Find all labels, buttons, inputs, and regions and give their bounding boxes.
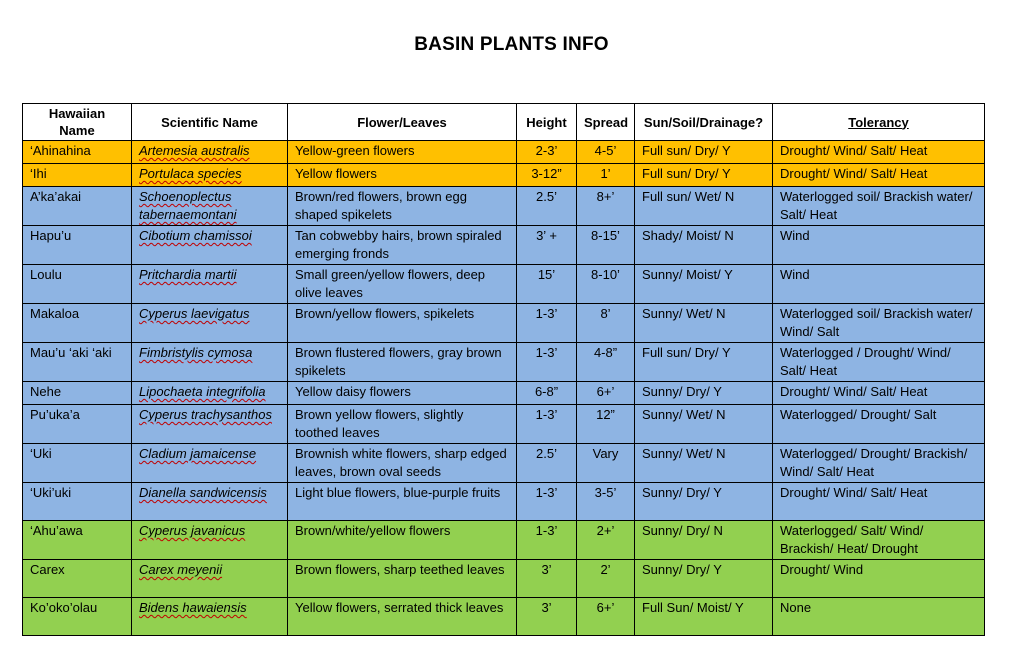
cell-spread: 12” [577, 405, 635, 444]
cell-height: 1-3’ [517, 343, 577, 382]
cell-sun-soil-drainage: Sunny/ Dry/ N [635, 521, 773, 560]
cell-sun-soil-drainage: Sunny/ Wet/ N [635, 405, 773, 444]
cell-spread: 8’ [577, 304, 635, 343]
cell-hawaiian-name: ‘Uki’uki [23, 483, 132, 521]
cell-flower-leaves: Tan cobwebby hairs, brown spiraled emerging fronds [288, 226, 517, 265]
cell-hawaiian-name: A’ka’akai [23, 187, 132, 226]
cell-hawaiian-name: Pu’uka’a [23, 405, 132, 444]
cell-scientific-name: Portulaca species [132, 164, 288, 187]
cell-hawaiian-name: ‘Uki [23, 444, 132, 483]
header-spread: Spread [577, 104, 635, 141]
cell-height: 3’ [517, 598, 577, 636]
cell-height: 3’ + [517, 226, 577, 265]
table-row [23, 560, 985, 598]
cell-sun-soil-drainage: Full sun/ Dry/ Y [635, 343, 773, 382]
table-row [23, 521, 985, 560]
cell-tolerancy: Wind [773, 265, 985, 304]
cell-tolerancy: Waterlogged/ Drought/ Brackish/ Wind/ Salt/ Heat [773, 444, 985, 483]
cell-flower-leaves: Brown/yellow flowers, spikelets [288, 304, 517, 343]
cell-spread: 1’ [577, 164, 635, 187]
cell-scientific-name: Fimbristylis cymosa [132, 343, 288, 382]
cell-sun-soil-drainage: Sunny/ Dry/ Y [635, 483, 773, 521]
cell-tolerancy: Drought/ Wind/ Salt/ Heat [773, 382, 985, 405]
header-hawaiian-name: Hawaiian Name [23, 104, 132, 141]
table-row [23, 382, 985, 405]
table-row [23, 141, 985, 164]
cell-scientific-name: Schoenoplectus tabernaemontani [132, 187, 288, 226]
cell-scientific-name: Cladium jamaicense [132, 444, 288, 483]
cell-flower-leaves: Yellow flowers [288, 164, 517, 187]
table-row [23, 598, 985, 636]
cell-tolerancy: Waterlogged / Drought/ Wind/ Salt/ Heat [773, 343, 985, 382]
cell-flower-leaves: Brown/white/yellow flowers [288, 521, 517, 560]
header-sun-soil-drainage: Sun/Soil/Drainage? [635, 104, 773, 141]
table-row [23, 187, 985, 226]
cell-flower-leaves: Small green/yellow flowers, deep olive leaves [288, 265, 517, 304]
cell-scientific-name: Cyperus laevigatus [132, 304, 288, 343]
cell-tolerancy: Waterlogged soil/ Brackish water/ Wind/ Salt [773, 304, 985, 343]
table-row [23, 304, 985, 343]
cell-spread: 8-10’ [577, 265, 635, 304]
cell-tolerancy: Waterlogged/ Drought/ Salt [773, 405, 985, 444]
cell-flower-leaves: Brown flustered flowers, gray brown spikelets [288, 343, 517, 382]
cell-height: 1-3’ [517, 483, 577, 521]
cell-hawaiian-name: Makaloa [23, 304, 132, 343]
cell-flower-leaves: Brown flowers, sharp teethed leaves [288, 560, 517, 598]
cell-scientific-name: Pritchardia martii [132, 265, 288, 304]
cell-spread: 8-15’ [577, 226, 635, 265]
table-row [23, 226, 985, 265]
cell-sun-soil-drainage: Full Sun/ Moist/ Y [635, 598, 773, 636]
table-header-row [23, 104, 985, 141]
cell-sun-soil-drainage: Full sun/ Dry/ Y [635, 164, 773, 187]
header-flower-leaves: Flower/Leaves [288, 104, 517, 141]
cell-spread: Vary [577, 444, 635, 483]
cell-scientific-name: Bidens hawaiensis [132, 598, 288, 636]
cell-height: 2.5’ [517, 187, 577, 226]
table-row [23, 405, 985, 444]
cell-flower-leaves: Brown yellow flowers, slightly toothed leaves [288, 405, 517, 444]
cell-height: 2.5’ [517, 444, 577, 483]
cell-height: 6-8” [517, 382, 577, 405]
cell-height: 15’ [517, 265, 577, 304]
cell-sun-soil-drainage: Sunny/ Wet/ N [635, 304, 773, 343]
cell-spread: 6+’ [577, 382, 635, 405]
cell-spread: 2+’ [577, 521, 635, 560]
cell-height: 3-12” [517, 164, 577, 187]
cell-hawaiian-name: Mau’u ‘aki ‘aki [23, 343, 132, 382]
cell-tolerancy: Drought/ Wind [773, 560, 985, 598]
cell-hawaiian-name: ‘Ahu’awa [23, 521, 132, 560]
cell-spread: 4-8” [577, 343, 635, 382]
cell-flower-leaves: Yellow flowers, serrated thick leaves [288, 598, 517, 636]
cell-sun-soil-drainage: Full sun/ Dry/ Y [635, 141, 773, 164]
cell-spread: 3-5’ [577, 483, 635, 521]
cell-tolerancy: Drought/ Wind/ Salt/ Heat [773, 164, 985, 187]
table-row [23, 343, 985, 382]
cell-hawaiian-name: Ko’oko’olau [23, 598, 132, 636]
header-scientific-name: Scientific Name [132, 104, 288, 141]
cell-hawaiian-name: ‘Ihi [23, 164, 132, 187]
cell-scientific-name: Dianella sandwicensis [132, 483, 288, 521]
cell-flower-leaves: Brownish white flowers, sharp edged leaves, brown oval seeds [288, 444, 517, 483]
cell-scientific-name: Cyperus trachysanthos [132, 405, 288, 444]
cell-sun-soil-drainage: Sunny/ Dry/ Y [635, 382, 773, 405]
cell-sun-soil-drainage: Sunny/ Moist/ Y [635, 265, 773, 304]
cell-sun-soil-drainage: Sunny/ Dry/ Y [635, 560, 773, 598]
cell-tolerancy: Waterlogged/ Salt/ Wind/ Brackish/ Heat/ Drought [773, 521, 985, 560]
header-tolerancy [773, 104, 985, 141]
cell-spread: 8+’ [577, 187, 635, 226]
header-height: Height [517, 104, 577, 141]
cell-sun-soil-drainage: Sunny/ Wet/ N [635, 444, 773, 483]
table-row [23, 265, 985, 304]
cell-scientific-name: Carex meyenii [132, 560, 288, 598]
cell-tolerancy: None [773, 598, 985, 636]
cell-hawaiian-name: Carex [23, 560, 132, 598]
cell-spread: 6+’ [577, 598, 635, 636]
cell-spread: 2’ [577, 560, 635, 598]
cell-sun-soil-drainage: Shady/ Moist/ N [635, 226, 773, 265]
basin-plants-table [22, 103, 985, 636]
cell-height: 1-3’ [517, 405, 577, 444]
cell-tolerancy: Drought/ Wind/ Salt/ Heat [773, 483, 985, 521]
cell-hawaiian-name: Nehe [23, 382, 132, 405]
cell-hawaiian-name: Hapu’u [23, 226, 132, 265]
header-tolerancy-label: Tolerancy [848, 114, 909, 130]
cell-flower-leaves: Yellow-green flowers [288, 141, 517, 164]
cell-tolerancy: Wind [773, 226, 985, 265]
cell-hawaiian-name: ‘Ahinahina [23, 141, 132, 164]
cell-scientific-name: Artemesia australis [132, 141, 288, 164]
cell-height: 2-3’ [517, 141, 577, 164]
cell-tolerancy: Drought/ Wind/ Salt/ Heat [773, 141, 985, 164]
cell-height: 1-3’ [517, 304, 577, 343]
cell-hawaiian-name: Loulu [23, 265, 132, 304]
table-row [23, 483, 985, 521]
cell-scientific-name: Lipochaeta integrifolia [132, 382, 288, 405]
page-title: BASIN PLANTS INFO [414, 34, 609, 55]
cell-height: 3’ [517, 560, 577, 598]
cell-tolerancy: Waterlogged soil/ Brackish water/ Salt/ Heat [773, 187, 985, 226]
cell-flower-leaves: Light blue flowers, blue-purple fruits [288, 483, 517, 521]
cell-flower-leaves: Brown/red flowers, brown egg shaped spikelets [288, 187, 517, 226]
cell-scientific-name: Cibotium chamissoi [132, 226, 288, 265]
cell-scientific-name: Cyperus javanicus [132, 521, 288, 560]
cell-spread: 4-5’ [577, 141, 635, 164]
table-row [23, 444, 985, 483]
cell-flower-leaves: Yellow daisy flowers [288, 382, 517, 405]
cell-height: 1-3’ [517, 521, 577, 560]
table-row [23, 164, 985, 187]
cell-sun-soil-drainage: Full sun/ Wet/ N [635, 187, 773, 226]
